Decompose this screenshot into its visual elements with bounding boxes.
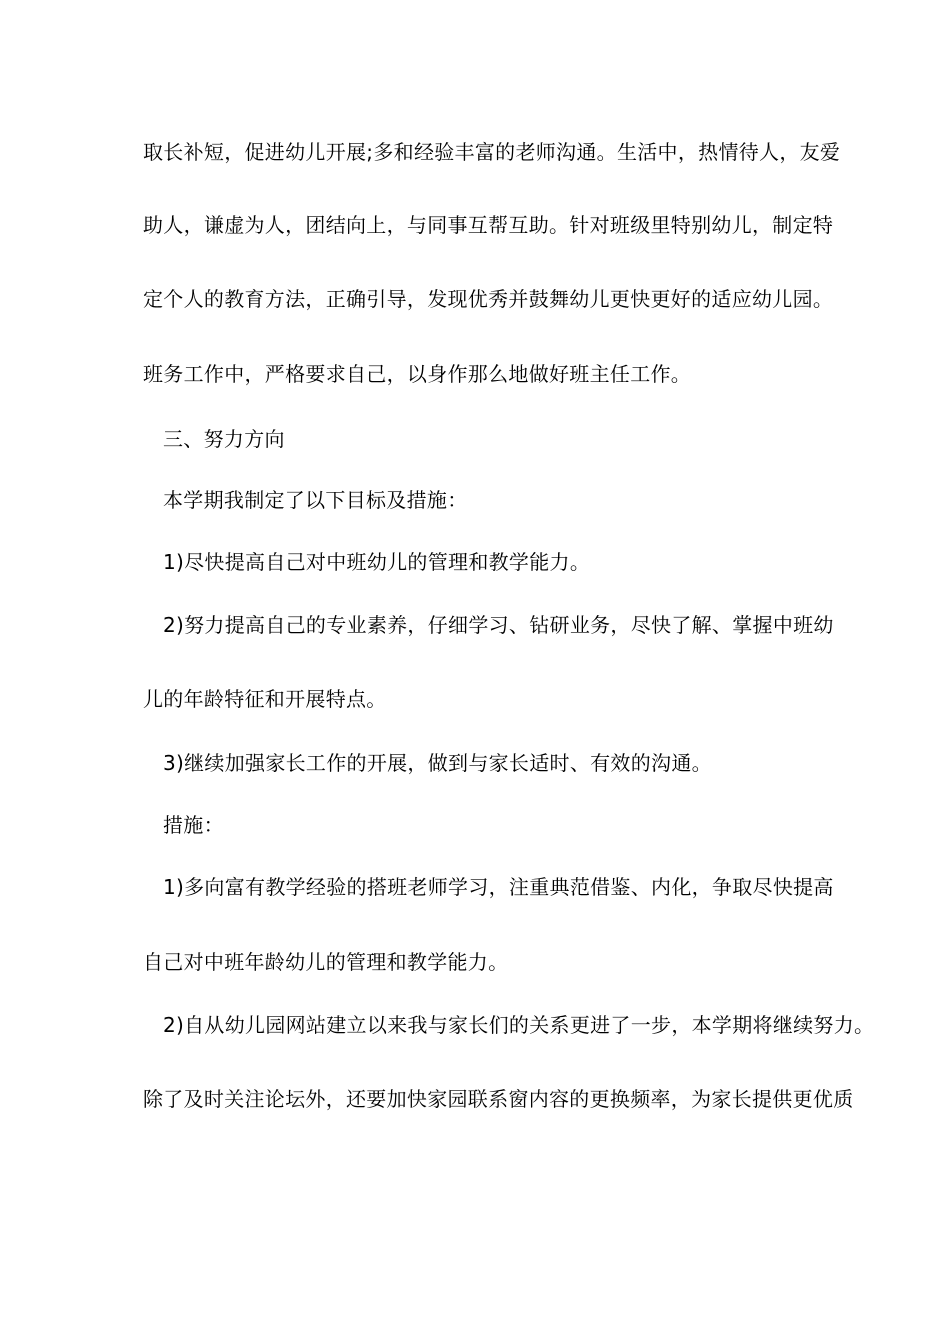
goal-item-2: 2)努力提高自己的专业素养，仔细学习、钻研业务，尽快了解、掌握中班幼 [163,613,834,637]
goal-item-1: 1)尽快提高自己对中班幼儿的管理和教学能力。 [163,550,591,574]
measure-item-1-continued: 自己对中班年龄幼儿的管理和教学能力。 [143,950,509,974]
goal-item-3: 3)继续加强家长工作的开展，做到与家长适时、有效的沟通。 [163,751,712,775]
paragraph-line-4: 班务工作中，严格要求自己，以身作那么地做好班主任工作。 [143,362,692,386]
paragraph-line-2: 助人，谦虚为人，团结向上，与同事互帮互助。针对班级里特别幼儿，制定特 [143,213,834,237]
paragraph-line-3: 定个人的教育方法，正确引导，发现优秀并鼓舞幼儿更快更好的适应幼儿园。 [143,287,834,311]
goal-item-2-continued: 儿的年龄特征和开展特点。 [143,687,387,711]
measures-heading: 措施： [163,813,224,837]
goals-intro: 本学期我制定了以下目标及措施： [163,488,468,512]
measure-item-2-continued: 除了及时关注论坛外，还要加快家园联系窗内容的更换频率，为家长提供更优质 [143,1087,854,1111]
measure-item-2: 2)自从幼儿园网站建立以来我与家长们的关系更进了一步，本学期将继续努力。 [163,1013,875,1037]
measure-item-1: 1)多向富有教学经验的搭班老师学习，注重典范借鉴、内化，争取尽快提高 [163,875,834,899]
section-heading: 三、努力方向 [163,427,285,451]
paragraph-line-1: 取长补短，促进幼儿开展;多和经验丰富的老师沟通。生活中，热情待人，友爱 [143,140,841,164]
